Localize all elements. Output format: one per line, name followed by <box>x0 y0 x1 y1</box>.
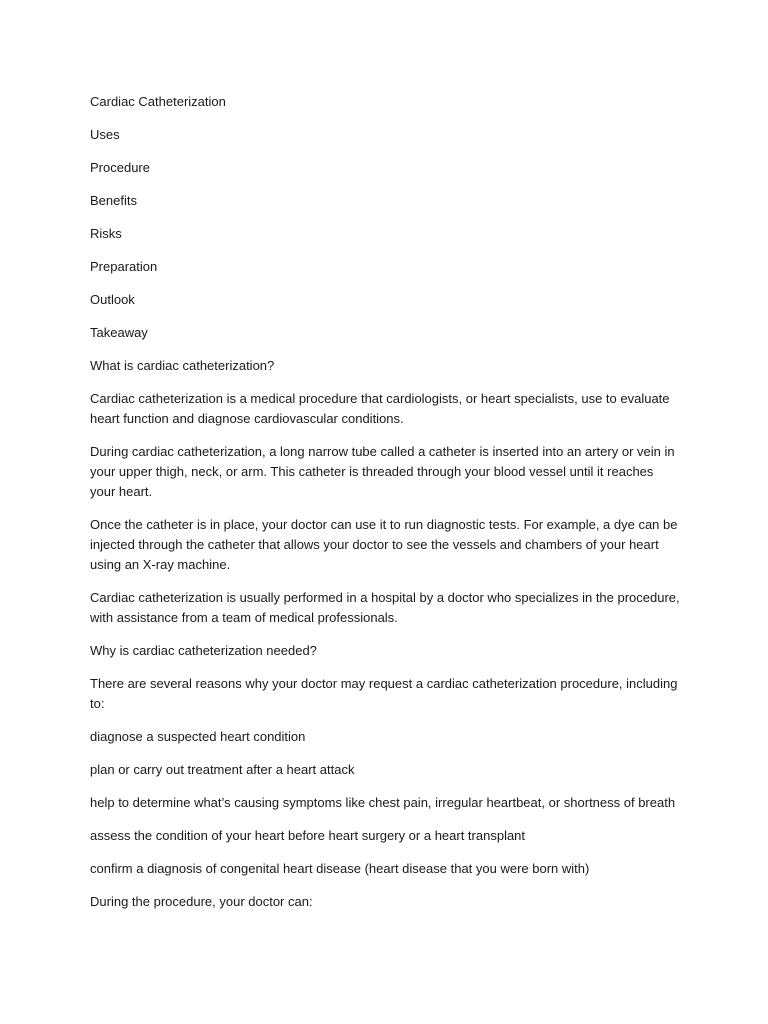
paragraph-reasons-intro: There are several reasons why your doctor may request a cardiac catheterization procedure, including to: <box>90 676 678 711</box>
toc-item-risks: Risks <box>90 226 122 241</box>
toc-item-uses: Uses <box>90 127 120 142</box>
toc-item-takeaway: Takeaway <box>90 325 148 340</box>
reason-item: confirm a diagnosis of congenital heart disease (heart disease that you were born with) <box>90 861 590 876</box>
section-heading-why-needed: Why is cardiac catheterization needed? <box>90 643 317 658</box>
paragraph-during-procedure: During the procedure, your doctor can: <box>90 894 313 909</box>
toc-item-outlook: Outlook <box>90 292 135 307</box>
paragraph-definition: Cardiac catheterization is a medical procedure that cardiologists, or heart specialists, use to evaluate heart function and diagnose cardiovascular conditions. <box>90 391 670 426</box>
toc-item-benefits: Benefits <box>90 193 137 208</box>
document-title: Cardiac Catheterization <box>90 94 226 109</box>
toc-item-procedure: Procedure <box>90 160 150 175</box>
reason-item: assess the condition of your heart before heart surgery or a heart transplant <box>90 828 526 843</box>
paragraph-during: During cardiac catheterization, a long narrow tube called a catheter is inserted into an artery or vein in your upper thigh, neck, or arm. This catheter is threaded through your blood vessel until it reaches your heart. <box>90 444 675 499</box>
paragraph-catheter-in-place: Once the catheter is in place, your doctor can use it to run diagnostic tests. For example, a dye can be injected through the catheter that allows your doctor to see the vessels and chambers of your heart using an X-ray machine. <box>90 517 678 572</box>
toc-item-preparation: Preparation <box>90 259 158 274</box>
document-body <box>90 92 680 925</box>
paragraph-hospital: Cardiac catheterization is usually performed in a hospital by a doctor who specializes in the procedure, with assistance from a team of medical professionals. <box>90 590 680 625</box>
section-heading-what-is: What is cardiac catheterization? <box>90 358 275 373</box>
reason-item: diagnose a suspected heart condition <box>90 729 306 744</box>
reason-item: help to determine what’s causing symptoms like chest pain, irregular heartbeat, or shortness of breath <box>90 795 676 810</box>
reason-item: plan or carry out treatment after a heart attack <box>90 762 355 777</box>
